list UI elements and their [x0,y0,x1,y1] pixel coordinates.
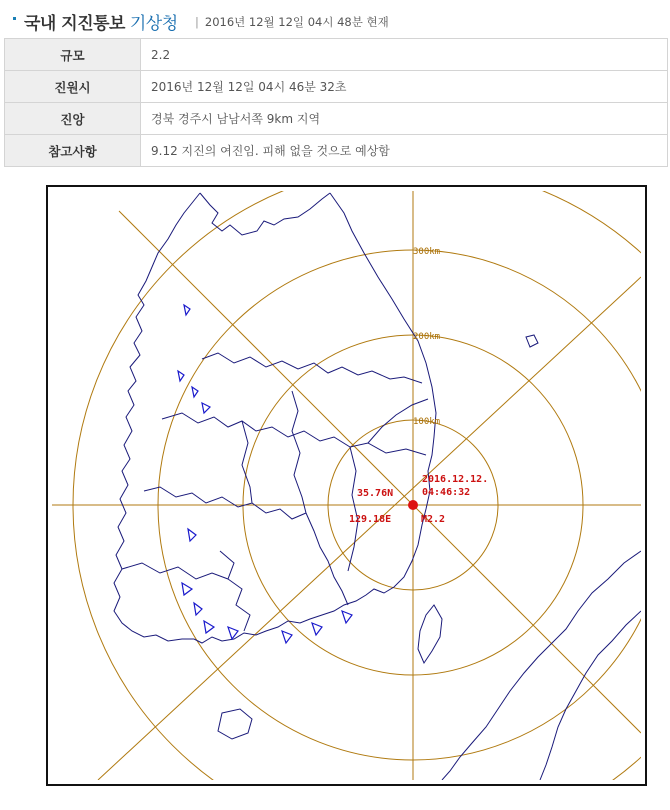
map-canvas [52,191,641,780]
row-label-origin-time: 진원시 [5,71,141,103]
tsushima-island [418,605,442,663]
province-border-5 [292,391,306,513]
row-value-remarks: 9.12 지진의 여진임. 피해 없을 것으로 예상함 [141,135,668,167]
west-islands [178,305,352,643]
province-border-6 [348,447,358,571]
title-main: 지진통보 [61,14,125,34]
title-prefix: 국내 [24,14,62,34]
ring-label-100km: 100km [413,417,441,427]
province-border-2 [162,413,426,455]
island [182,583,192,595]
epicenter-lon: 129.18E [349,514,392,525]
ulleung-island [526,335,538,347]
island [192,387,198,397]
title-agency: 기상청 [124,14,178,34]
row-value-magnitude: 2.2 [141,39,668,71]
province-border-9 [220,551,250,631]
epicenter-map [46,185,647,786]
island [188,529,196,541]
epicenter-date: 2016.12.12. [422,474,489,485]
west-coast [114,193,200,641]
row-label-magnitude: 규모 [5,39,141,71]
distance-rings [52,191,641,780]
timestamp-text: 2016년 12월 12일 04시 48분 현재 [204,15,389,29]
ring-label-300km: 300km [413,247,441,257]
island [194,603,202,615]
ring-400km [73,191,641,780]
diagonal-nw-se [119,211,641,733]
bullet-icon [13,17,16,20]
japan-coast-2 [540,611,641,780]
table-row [5,103,668,135]
row-label-epicenter: 진앙 [5,103,141,135]
island [282,631,292,643]
jeju-island [218,709,252,739]
province-border-10 [122,563,228,579]
timestamp: | 2016년 12월 12일 04시 48분 현재 [195,15,389,29]
island [202,403,210,413]
island [184,305,190,315]
island [178,371,184,381]
epicenter-time: 04:46:32 [422,487,471,498]
row-value-origin-time: 2016년 12월 12일 04시 46분 32초 [141,71,668,103]
epicenter-magnitude: M2.2 [421,514,446,525]
table-row [5,135,668,167]
page-title [24,9,178,34]
island [312,623,322,635]
info-table [4,38,668,167]
province-border-4 [306,513,348,605]
header [0,0,670,38]
epicenter-marker [408,500,418,510]
row-value-epicenter: 경북 경주시 남남서쪽 9km 지역 [141,103,668,135]
epicenter-lat: 35.76N [357,488,394,499]
row-label-remarks: 참고사항 [5,135,141,167]
table-row [5,71,668,103]
province-border-3 [144,487,306,519]
island [342,611,352,623]
east-south-coast [194,193,436,643]
ring-label-200km: 200km [413,332,441,342]
island [204,621,214,633]
table-row [5,39,668,71]
diagonal-sw-ne [98,277,641,780]
